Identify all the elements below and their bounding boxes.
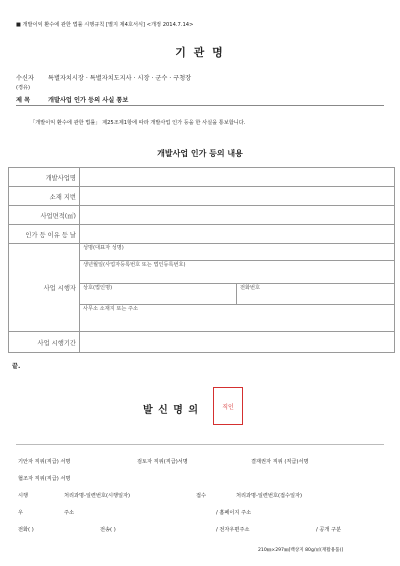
section-title: 개발사업 인가 등의 내용 (157, 149, 243, 158)
intro-text: 「개발이익 환수에 관한 법률」 제25조제1항에 따라 개발사업 인가 등을 한 사실을 통보합니다. (30, 120, 246, 126)
footer-divider (16, 444, 384, 445)
period-field[interactable] (80, 332, 395, 353)
address-label: 주소 (64, 510, 75, 516)
enforcement-label: 시행 (18, 493, 29, 499)
postcode-label: 우 (18, 510, 24, 516)
subject-value: 개발사업 인가 등의 사실 통보 (48, 97, 129, 104)
cooperator: 협조자 직위(직급) 서명 (18, 476, 71, 482)
addressee-value: 특별자치시장 · 특별자치도지사 · 시장 · 군수 · 구청장 (48, 75, 192, 82)
official-seal (213, 387, 243, 425)
sender-name: 발 신 명 의 (143, 405, 200, 416)
receipt-number: 처리과명-일련번호(접수일자) (236, 493, 303, 499)
implementer-address-label: 사무소 소재지 또는 주소 (83, 306, 139, 312)
implementer-name-label: 성명(대표자 성명) (83, 245, 124, 251)
implementer-company-label: 상호(법인명) (83, 285, 113, 291)
seal-label: 직인 (222, 404, 234, 411)
table-row (9, 332, 395, 353)
approver: 결재권자 직위 (직급)서명 (251, 459, 309, 465)
agency-name: 기 관 명 (175, 46, 225, 59)
end-mark: 끝. (12, 363, 21, 370)
via-label: (경유) (16, 85, 31, 91)
location-label: 소재 지번 (9, 187, 80, 206)
email-label: / 전자우편주소 (216, 527, 250, 533)
table-row (9, 168, 395, 187)
table-row (9, 244, 395, 261)
disclosure-label: / 공개 구분 (316, 527, 342, 533)
implementer-birth-field[interactable] (80, 261, 395, 284)
implementer-phone-field[interactable] (237, 284, 395, 305)
fax-label: 전송( ) (100, 527, 116, 533)
table-row (9, 225, 395, 244)
implementer-address-field[interactable] (80, 305, 395, 332)
form-reference: ■ 개발이익 환수에 관한 법률 시행규칙 [별지 제4호서식] <개정 2014.7.14> (16, 22, 194, 28)
enforcement-number: 처리과명-일련번호(시행일자) (64, 493, 131, 499)
area-label: 사업면적(㎡) (9, 206, 80, 225)
paper-spec: 210㎜×297㎜[백상지 80g/㎡(재활용품)] (258, 548, 344, 553)
subject-label: 제 목 (16, 97, 31, 104)
implementer-company-field[interactable] (80, 284, 237, 305)
homepage-label: / 홈페이지 주소 (216, 510, 252, 516)
reviewer: 검토자 직위(직급)서명 (137, 459, 188, 465)
authorization-date-label: 인가 등 이유 등 날 (9, 225, 80, 244)
subject-divider (16, 105, 384, 106)
table-row (9, 206, 395, 225)
area-field[interactable] (80, 206, 395, 225)
project-name-field[interactable] (80, 168, 395, 187)
implementer-name-field[interactable] (80, 244, 395, 261)
receipt-label: 접수 (196, 493, 207, 499)
authorization-date-field[interactable] (80, 225, 395, 244)
phone-label: 전화( ) (18, 527, 34, 533)
project-name-label: 개발사업명 (9, 168, 80, 187)
addressee-label: 수신자 (16, 75, 34, 82)
project-form-table (8, 167, 395, 353)
implementer-birth-label: 생년월일(사업자등록번호 또는 법인등록번호) (83, 262, 186, 268)
location-field[interactable] (80, 187, 395, 206)
drafter: 기안자 직위(직급) 서명 (18, 459, 71, 465)
implementer-label: 사업 시행자 (9, 244, 80, 332)
implementer-phone-label: 전화번호 (240, 285, 261, 291)
table-row (9, 187, 395, 206)
period-label: 사업 시행기간 (9, 332, 80, 353)
